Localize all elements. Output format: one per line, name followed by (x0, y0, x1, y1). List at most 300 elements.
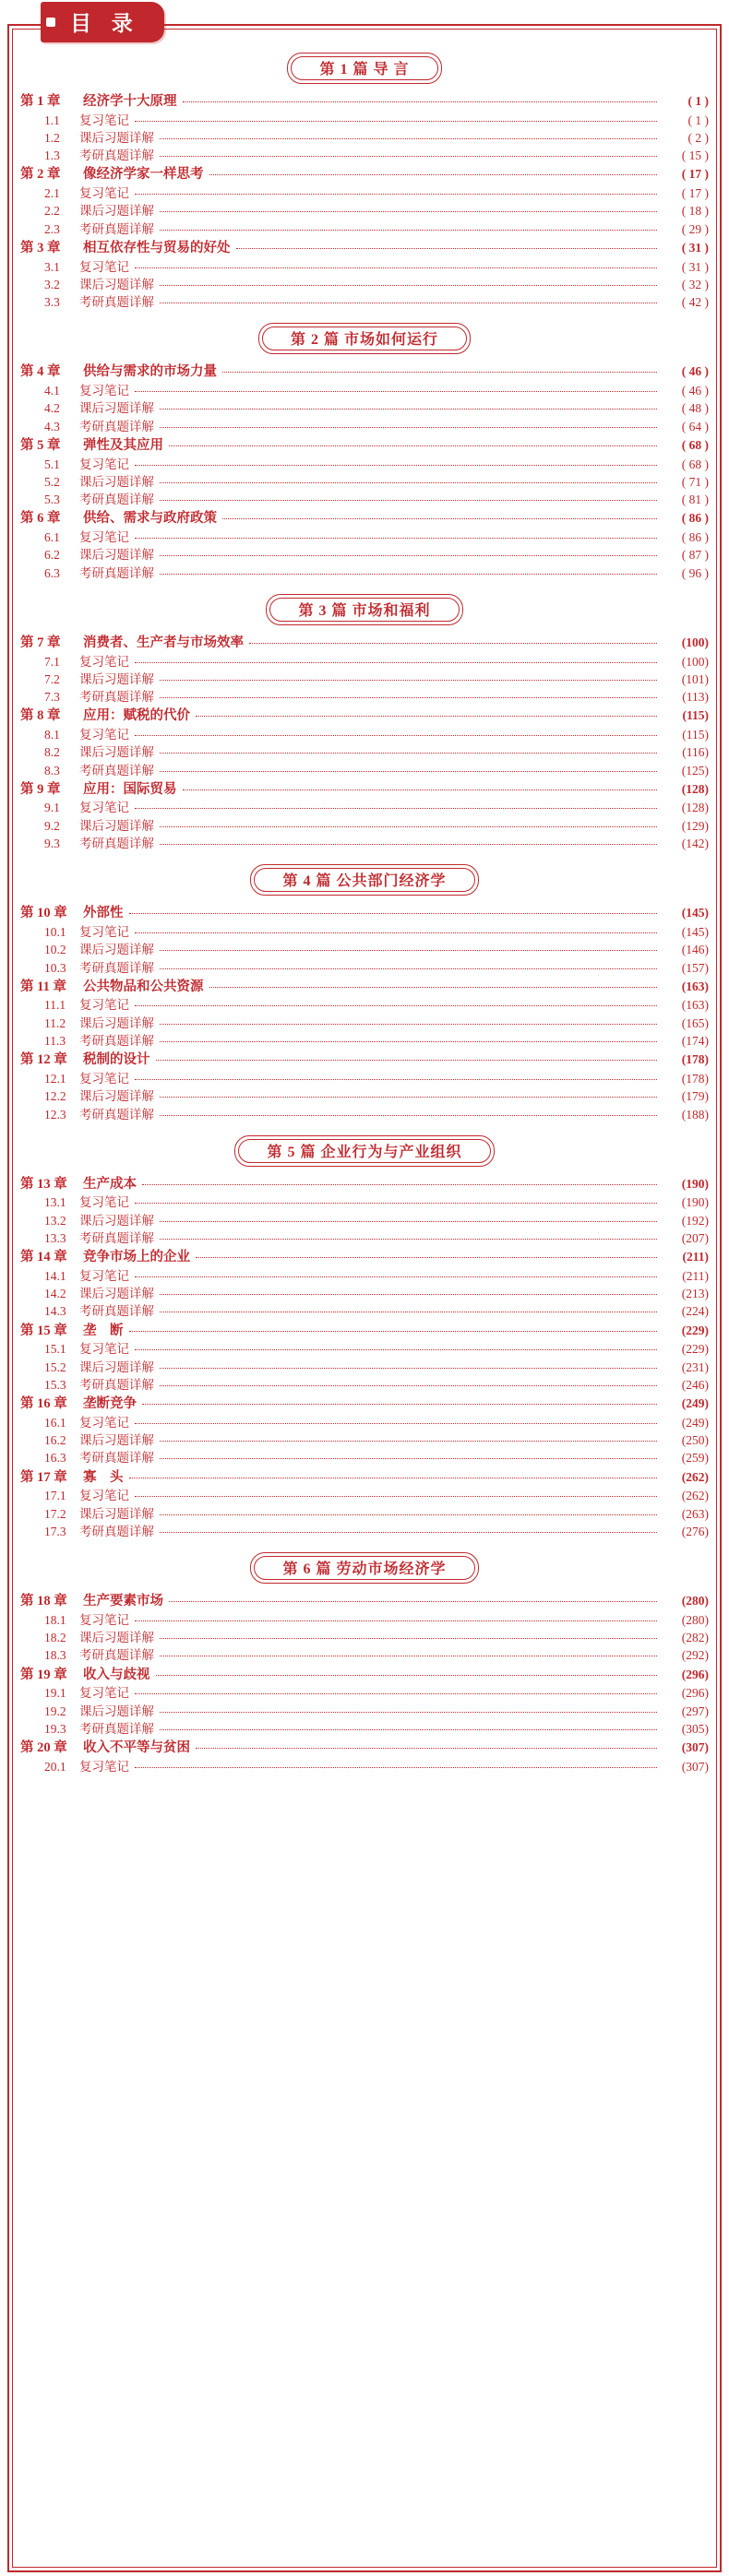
leader-dots (160, 958, 657, 969)
toc-chapter-entry[interactable] (20, 165, 709, 184)
toc-section-entry[interactable] (20, 743, 709, 761)
chapter-title: 经济学十大原理 (83, 94, 177, 109)
section-page-number: (207) (681, 1231, 709, 1245)
leader-dots (156, 1050, 658, 1061)
chapter-page-number: (229) (681, 1323, 709, 1337)
section-title: 考研真题详解 (79, 960, 154, 975)
section-title: 复习笔记 (79, 1342, 129, 1357)
section-page-number: (179) (681, 1089, 709, 1104)
toc-section-entry[interactable] (20, 1449, 709, 1466)
leader-dots (160, 1645, 657, 1656)
section-title: 考研真题详解 (79, 763, 154, 778)
toc-section-entry[interactable] (20, 1646, 709, 1664)
toc-section-entry[interactable] (20, 762, 709, 779)
section-page-number: ( 71 ) (681, 474, 709, 489)
section-title: 课后习题详解 (79, 1089, 154, 1104)
section-title: 考研真题详解 (79, 1377, 154, 1392)
section-page-number: (113) (682, 690, 709, 705)
leader-dots (135, 1610, 657, 1621)
toc-section-entry[interactable] (20, 202, 709, 220)
section-page-number: (115) (682, 727, 709, 742)
section-number: 19.2 (44, 1703, 66, 1718)
section-title: 考研真题详解 (79, 1721, 154, 1736)
chapter-page-number: (262) (681, 1469, 709, 1484)
toc-section-entry[interactable] (20, 1087, 709, 1105)
section-number: 18.2 (44, 1631, 66, 1645)
part-heading-label: 第 1 篇 导 言 (287, 53, 441, 84)
leader-dots (160, 687, 657, 698)
toc-section-entry[interactable] (20, 1267, 709, 1285)
toc-section-entry[interactable] (20, 456, 709, 473)
toc-section-entry[interactable] (20, 258, 709, 276)
toc-chapter-entry[interactable] (20, 239, 709, 258)
toc-section-entry[interactable] (20, 382, 709, 399)
part-heading (20, 53, 709, 84)
part-heading (20, 1552, 709, 1584)
toc-section-entry[interactable] (20, 1070, 709, 1087)
section-number: 8.1 (44, 727, 60, 742)
toc-section-entry[interactable] (20, 1431, 709, 1449)
chapter-page-number: (307) (681, 1740, 709, 1755)
toc-section-entry[interactable] (20, 1684, 709, 1702)
leader-dots (160, 1522, 657, 1533)
chapter-page-number: ( 17 ) (681, 167, 709, 182)
section-title: 课后习题详解 (79, 1015, 154, 1030)
leader-dots (209, 977, 658, 988)
toc-section-entry[interactable] (20, 688, 709, 706)
leader-dots (135, 1757, 657, 1768)
chapter-title: 垄断竞争 (83, 1396, 137, 1412)
chapter-page-number: (115) (682, 708, 709, 723)
toc-chapter-entry[interactable] (20, 634, 709, 653)
chapter-number: 第 17 章 (20, 1469, 67, 1485)
section-number: 18.1 (44, 1612, 66, 1627)
chapter-number: 第 4 章 (20, 364, 61, 380)
leader-dots (142, 1174, 657, 1185)
section-title: 考研真题详解 (79, 1648, 154, 1663)
leader-dots (160, 1031, 657, 1042)
section-page-number: (297) (681, 1703, 709, 1718)
chapter-title: 应用：赋税的代价 (83, 708, 190, 724)
chapter-title: 供给与需求的市场力量 (83, 364, 217, 380)
chapter-number: 第 14 章 (20, 1250, 67, 1265)
leader-dots (160, 146, 657, 157)
leader-dots (135, 455, 657, 466)
leader-dots (160, 1014, 657, 1025)
leader-dots (135, 381, 657, 392)
toc-chapter-entry[interactable] (20, 1739, 709, 1758)
section-page-number: (246) (681, 1377, 709, 1392)
section-title: 考研真题详解 (79, 148, 154, 163)
leader-dots (160, 1086, 657, 1098)
section-page-number: (276) (681, 1524, 709, 1538)
toc-section-entry[interactable] (20, 1523, 709, 1540)
leader-dots (156, 1665, 658, 1676)
chapter-number: 第 2 章 (20, 167, 61, 183)
section-number: 15.3 (44, 1377, 66, 1392)
toc-section-entry[interactable] (20, 1229, 709, 1247)
toc-section-entry[interactable] (20, 1285, 709, 1302)
leader-dots (135, 1193, 657, 1204)
leader-dots (160, 275, 657, 286)
toc-chapter-entry[interactable] (20, 509, 709, 528)
leader-dots (160, 1702, 657, 1713)
leader-dots (160, 1358, 657, 1369)
leader-dots (160, 545, 657, 556)
section-number: 10.2 (44, 943, 66, 957)
section-title: 复习笔记 (79, 1071, 129, 1086)
section-number: 17.1 (44, 1489, 66, 1503)
leader-dots (160, 816, 657, 827)
toc-section-entry[interactable] (20, 1015, 709, 1032)
section-number: 1.1 (44, 113, 60, 127)
leader-dots (160, 292, 657, 303)
leader-dots (135, 1339, 657, 1350)
section-number: 10.1 (44, 924, 66, 939)
section-page-number: (296) (681, 1686, 709, 1701)
chapter-title: 收入不平等与贫困 (83, 1740, 190, 1756)
toc-section-entry[interactable] (20, 1193, 709, 1211)
section-title: 复习笔记 (79, 998, 129, 1013)
section-number: 6.2 (44, 548, 60, 563)
section-page-number: (128) (681, 801, 709, 815)
toc-section-entry[interactable] (20, 293, 709, 311)
toc-section-entry[interactable] (20, 1359, 709, 1376)
section-title: 课后习题详解 (79, 474, 154, 489)
toc-section-entry[interactable] (20, 923, 709, 941)
toc-chapter-entry[interactable] (20, 1468, 709, 1488)
section-page-number: (178) (681, 1071, 709, 1086)
section-number: 2.3 (44, 221, 60, 236)
part-heading-label: 第 4 篇 公共部门经济学 (250, 864, 478, 896)
leader-dots (209, 164, 658, 175)
chapter-page-number: (211) (682, 1250, 709, 1264)
section-number: 7.1 (44, 654, 60, 669)
section-page-number: ( 48 ) (681, 401, 709, 416)
toc-chapter-entry[interactable] (20, 904, 709, 923)
section-page-number: (163) (681, 998, 709, 1013)
section-page-number: (282) (681, 1631, 709, 1645)
section-page-number: ( 18 ) (681, 204, 709, 219)
section-number: 5.2 (44, 474, 60, 489)
section-page-number: ( 87 ) (681, 548, 709, 563)
section-page-number: ( 64 ) (681, 419, 709, 433)
leader-dots (160, 201, 657, 212)
leader-dots (135, 922, 657, 933)
section-number: 6.1 (44, 530, 60, 545)
leader-dots (160, 417, 657, 428)
section-title: 考研真题详解 (79, 295, 154, 310)
toc-chapter-entry[interactable] (20, 978, 709, 997)
toc-section-entry[interactable] (20, 1376, 709, 1394)
toc-section-entry[interactable] (20, 220, 709, 238)
toc-section-entry[interactable] (20, 491, 709, 508)
chapter-title: 应用：国际贸易 (83, 781, 177, 797)
chapter-title: 像经济学家一样思考 (83, 167, 204, 183)
chapter-number: 第 1 章 (20, 94, 61, 109)
toc-section-entry[interactable] (20, 528, 709, 546)
chapter-title: 寡 头 (83, 1469, 124, 1485)
section-title: 考研真题详解 (79, 1304, 154, 1319)
section-page-number: ( 86 ) (681, 530, 709, 545)
chapter-page-number: (100) (681, 635, 709, 649)
toc-chapter-entry[interactable] (20, 1175, 709, 1194)
toc-section-entry[interactable] (20, 276, 709, 293)
leader-dots (169, 435, 657, 446)
chapter-page-number: ( 1 ) (687, 94, 709, 108)
leader-dots (196, 1738, 657, 1749)
leader-dots (135, 1069, 657, 1080)
toc-section-entry[interactable] (20, 817, 709, 835)
toc-section-entry[interactable] (20, 996, 709, 1014)
leader-dots (160, 1628, 657, 1639)
toc-chapter-entry[interactable] (20, 362, 709, 382)
toc-section-entry[interactable] (20, 671, 709, 688)
toc-section-entry[interactable] (20, 653, 709, 671)
section-title: 复习笔记 (79, 259, 129, 274)
section-page-number: (211) (682, 1268, 709, 1283)
toc-section-entry[interactable] (20, 1611, 709, 1629)
chapter-title: 生产要素市场 (83, 1594, 163, 1609)
section-title: 复习笔记 (79, 1612, 129, 1627)
chapter-title: 收入与歧视 (83, 1667, 150, 1682)
section-page-number: (192) (681, 1213, 709, 1228)
toc-section-entry[interactable] (20, 726, 709, 743)
section-number: 4.2 (44, 401, 60, 416)
leader-dots (135, 257, 657, 268)
chapter-number: 第 5 章 (20, 437, 61, 453)
part-heading-label: 第 2 篇 市场如何运行 (258, 323, 471, 354)
toc-chapter-entry[interactable] (20, 1592, 709, 1611)
leader-dots (135, 111, 657, 122)
leader-dots (160, 1430, 657, 1442)
toc-section-entry[interactable] (20, 129, 709, 147)
part-heading (20, 323, 709, 354)
toc-section-entry[interactable] (20, 184, 709, 202)
chapter-page-number: ( 31 ) (681, 240, 709, 255)
section-title: 考研真题详解 (79, 221, 154, 236)
chapter-title: 生产成本 (83, 1176, 137, 1192)
toc-section-entry[interactable] (20, 1720, 709, 1738)
section-title: 课后习题详解 (79, 1287, 154, 1301)
leader-dots (142, 1394, 657, 1405)
chapter-page-number: (190) (681, 1176, 709, 1191)
toc-chapter-entry[interactable] (20, 1051, 709, 1070)
leader-dots (135, 652, 657, 663)
toc-section-entry[interactable] (20, 418, 709, 435)
leader-dots (222, 362, 657, 373)
section-number: 14.3 (44, 1304, 66, 1319)
section-page-number: (101) (681, 671, 709, 686)
section-number: 5.3 (44, 493, 60, 507)
chapter-number: 第 13 章 (20, 1176, 67, 1192)
leader-dots (160, 940, 657, 951)
section-title: 复习笔记 (79, 1759, 129, 1774)
chapter-page-number: (128) (681, 781, 709, 796)
section-page-number: (116) (682, 745, 709, 760)
section-title: 复习笔记 (79, 654, 129, 669)
section-number: 2.2 (44, 204, 60, 219)
chapter-number: 第 3 章 (20, 240, 61, 255)
chapter-title: 竞争市场上的企业 (83, 1250, 190, 1265)
toc-title-banner (20, 0, 729, 41)
section-number: 7.3 (44, 690, 60, 705)
toc-section-entry[interactable] (20, 564, 709, 582)
toc-chapter-entry[interactable] (20, 706, 709, 726)
leader-dots (135, 1266, 657, 1277)
leader-dots (160, 742, 657, 754)
leader-dots (135, 995, 657, 1006)
toc-section-entry[interactable] (20, 1703, 709, 1720)
section-page-number: ( 96 ) (681, 565, 709, 580)
chapter-page-number: (249) (681, 1396, 709, 1411)
section-title: 复习笔记 (79, 1415, 129, 1430)
section-page-number: (190) (681, 1195, 709, 1210)
leader-dots (160, 761, 657, 772)
section-title: 课后习题详解 (79, 1213, 154, 1228)
chapter-number: 第 7 章 (20, 635, 61, 650)
toc-section-entry[interactable] (20, 1629, 709, 1646)
section-page-number: ( 42 ) (681, 295, 709, 310)
chapter-title: 供给、需求与政府政策 (83, 511, 217, 527)
section-number: 17.2 (44, 1506, 66, 1521)
section-title: 复习笔记 (79, 530, 129, 545)
section-title: 考研真题详解 (79, 493, 154, 507)
chapter-page-number: (280) (681, 1594, 709, 1609)
toc-section-entry[interactable] (20, 147, 709, 164)
section-page-number: (188) (681, 1107, 709, 1122)
section-page-number: ( 17 ) (681, 186, 709, 201)
leader-dots (160, 1448, 657, 1459)
leader-dots (169, 1591, 657, 1602)
leader-dots (160, 1375, 657, 1386)
toc-chapter-entry[interactable] (20, 92, 709, 112)
section-page-number: (142) (681, 837, 709, 851)
toc-section-entry[interactable] (20, 1212, 709, 1229)
leader-dots (160, 220, 657, 231)
section-page-number: (307) (681, 1759, 709, 1774)
section-number: 7.2 (44, 671, 60, 686)
leader-dots (160, 1719, 657, 1730)
section-title: 复习笔记 (79, 1195, 129, 1210)
toc-section-entry[interactable] (20, 799, 709, 816)
page-title: 目 录 (41, 2, 164, 42)
leader-dots (160, 1504, 657, 1515)
toc-section-entry[interactable] (20, 1032, 709, 1050)
toc-chapter-entry[interactable] (20, 1666, 709, 1685)
toc-chapter-entry[interactable] (20, 780, 709, 800)
chapter-number: 第 19 章 (20, 1667, 67, 1682)
section-title: 课后习题详解 (79, 204, 154, 219)
section-number: 16.1 (44, 1415, 66, 1430)
section-page-number: (129) (681, 818, 709, 833)
chapter-title: 外部性 (83, 906, 124, 921)
section-number: 9.2 (44, 818, 60, 833)
section-title: 考研真题详解 (79, 1231, 154, 1245)
section-page-number: (165) (681, 1015, 709, 1030)
section-number: 5.1 (44, 457, 60, 471)
section-page-number: (224) (681, 1304, 709, 1319)
section-number: 3.2 (44, 277, 60, 291)
section-page-number: (262) (681, 1489, 709, 1503)
toc-chapter-entry[interactable] (20, 436, 709, 456)
toc-section-entry[interactable] (20, 959, 709, 977)
section-number: 1.3 (44, 148, 60, 163)
section-page-number: (280) (681, 1612, 709, 1627)
toc-section-entry[interactable] (20, 1106, 709, 1123)
section-title: 课后习题详解 (79, 548, 154, 563)
section-page-number: (229) (681, 1342, 709, 1357)
leader-dots (160, 834, 657, 845)
toc-section-entry[interactable] (20, 112, 709, 129)
section-title: 课后习题详解 (79, 943, 154, 957)
section-title: 考研真题详解 (79, 1524, 154, 1538)
leader-dots (160, 670, 657, 681)
part-heading (20, 1135, 709, 1167)
part-heading-label: 第 3 篇 市场和福利 (266, 594, 462, 625)
section-page-number: ( 1 ) (687, 113, 709, 127)
toc-chapter-entry[interactable] (20, 1322, 709, 1341)
section-number: 12.2 (44, 1089, 66, 1104)
toc-chapter-entry[interactable] (20, 1395, 709, 1414)
section-page-number: (125) (681, 763, 709, 778)
section-title: 课后习题详解 (79, 1359, 154, 1374)
section-title: 复习笔记 (79, 186, 129, 201)
chapter-page-number: (296) (681, 1667, 709, 1681)
leader-dots (129, 903, 658, 914)
chapter-page-number: (163) (681, 979, 709, 993)
toc-section-entry[interactable] (20, 1505, 709, 1523)
toc-section-entry[interactable] (20, 399, 709, 417)
section-number: 9.3 (44, 837, 60, 851)
toc-chapter-entry[interactable] (20, 1248, 709, 1267)
chapter-number: 第 16 章 (20, 1396, 67, 1412)
section-page-number: (231) (681, 1359, 709, 1374)
section-number: 19.3 (44, 1721, 66, 1736)
leader-dots (160, 398, 657, 410)
section-title: 课后习题详解 (79, 277, 154, 291)
section-title: 考研真题详解 (79, 1451, 154, 1466)
chapter-number: 第 6 章 (20, 511, 61, 527)
section-page-number: ( 32 ) (681, 277, 709, 291)
leader-dots (183, 91, 658, 102)
section-page-number: (259) (681, 1451, 709, 1466)
chapter-number: 第 18 章 (20, 1594, 67, 1609)
section-title: 复习笔记 (79, 924, 129, 939)
leader-dots (135, 1683, 657, 1694)
leader-dots (160, 564, 657, 575)
section-title: 课后习题详解 (79, 401, 154, 416)
leader-dots (135, 184, 657, 195)
section-number: 11.3 (44, 1034, 66, 1049)
toc-section-entry[interactable] (20, 835, 709, 852)
toc-section-entry[interactable] (20, 1340, 709, 1358)
toc-section-entry[interactable] (20, 473, 709, 491)
leader-dots (160, 1211, 657, 1222)
part-heading (20, 594, 709, 625)
chapter-number: 第 11 章 (20, 979, 66, 994)
toc-section-entry[interactable] (20, 1414, 709, 1431)
toc-section-entry[interactable] (20, 941, 709, 958)
toc-section-entry[interactable] (20, 1302, 709, 1320)
section-number: 17.3 (44, 1524, 66, 1538)
chapter-number: 第 8 章 (20, 708, 61, 724)
toc-section-entry[interactable] (20, 1487, 709, 1504)
section-page-number: ( 68 ) (681, 457, 709, 471)
chapter-title: 公共物品和公共资源 (83, 979, 204, 994)
toc-section-entry[interactable] (20, 1758, 709, 1775)
toc-section-entry[interactable] (20, 546, 709, 564)
